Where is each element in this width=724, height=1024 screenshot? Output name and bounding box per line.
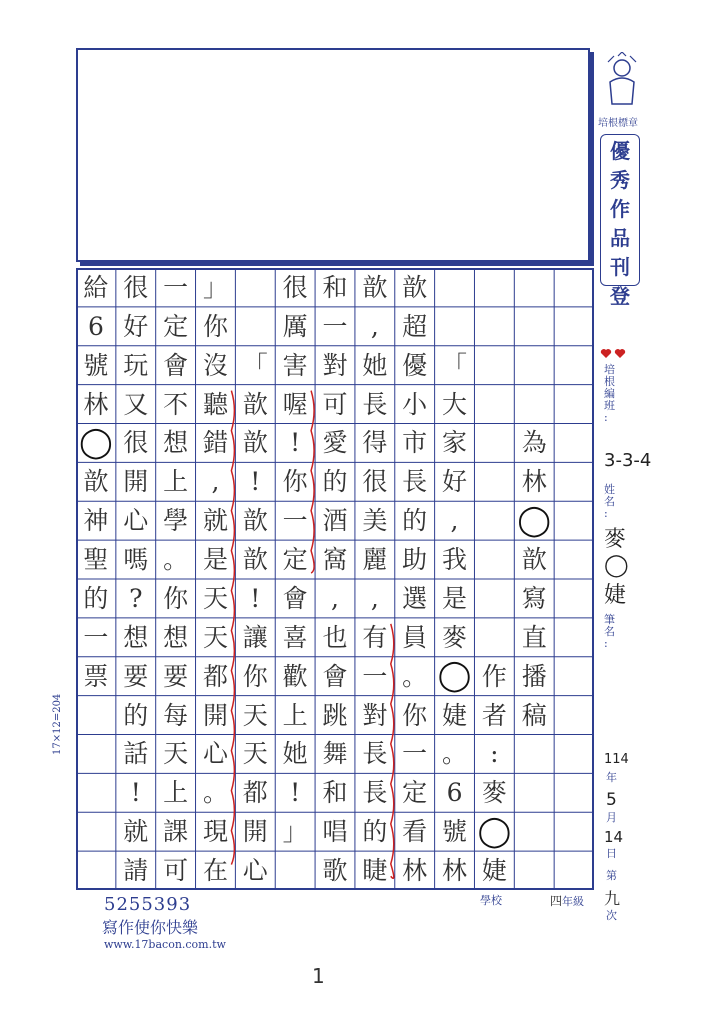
essay-char: 一 xyxy=(362,661,388,691)
essay-char: 就 xyxy=(202,506,228,536)
essay-char: 好 xyxy=(442,467,468,497)
essay-char: 」 xyxy=(282,817,308,847)
essay-char: 課 xyxy=(163,817,189,847)
essay-char: 定 xyxy=(282,545,308,575)
count-value: 九 xyxy=(604,889,621,908)
essay-char: 你 xyxy=(242,661,268,691)
essay-char: 直 xyxy=(521,622,547,652)
essay-char: 大 xyxy=(442,389,468,419)
badge-char: 品 xyxy=(610,226,630,250)
essay-char: 和 xyxy=(322,272,348,302)
essay-char: 定 xyxy=(163,311,189,341)
essay-char: 。 xyxy=(442,739,468,769)
essay-char: 一 xyxy=(322,311,348,341)
label-char: : xyxy=(604,507,608,520)
essay-char: 愛 xyxy=(322,428,348,458)
essay-char: 窩 xyxy=(322,545,348,575)
label-char: : xyxy=(604,637,608,650)
essay-char: 優 xyxy=(402,350,428,380)
essay-char: 員 xyxy=(402,622,428,652)
essay-char: 心 xyxy=(202,739,228,769)
essay-char: 助 xyxy=(402,545,428,575)
essay-char: 為 xyxy=(521,428,547,458)
essay-char: 「 xyxy=(242,350,268,380)
essay-char: ◯ xyxy=(477,813,512,849)
label-char: : xyxy=(604,411,608,424)
count-suffix: 次 xyxy=(606,909,617,922)
essay-char: 票 xyxy=(83,661,109,691)
hearts-icon xyxy=(600,348,630,360)
essay-char: 林 xyxy=(521,467,547,497)
essay-char: 好 xyxy=(123,311,149,341)
essay-char: ! xyxy=(250,467,261,497)
badge-char: 秀 xyxy=(610,168,630,192)
name-label xyxy=(604,484,615,520)
essay-char: 都 xyxy=(242,778,268,808)
essay-char: 的 xyxy=(402,506,428,536)
label-char: 筆 xyxy=(604,613,615,626)
teacher-comment-box xyxy=(76,48,590,262)
essay-char: ! xyxy=(290,778,301,808)
essay-char: 讓 xyxy=(242,622,268,652)
essay-char: : xyxy=(490,739,499,769)
essay-char: 會 xyxy=(163,350,189,380)
essay-char: 歆 xyxy=(242,545,268,575)
essay-char: 長 xyxy=(362,389,388,419)
grade-field xyxy=(550,892,584,909)
year-value: 114 xyxy=(604,752,629,767)
essay-char: 。 xyxy=(163,545,189,575)
essay-char: 」 xyxy=(202,272,228,302)
essay-char: 很 xyxy=(123,272,149,302)
essay-char: 天 xyxy=(202,583,228,613)
essay-char: 很 xyxy=(362,467,388,497)
essay-char: ? xyxy=(129,583,143,613)
essay-char: 6 xyxy=(87,311,104,341)
essay-char: 聖 xyxy=(83,545,109,575)
essay-char: 。 xyxy=(202,778,228,808)
essay-char: 播 xyxy=(521,661,547,691)
essay-char: 是 xyxy=(442,583,468,613)
essay-char: 開 xyxy=(242,817,268,847)
essay-char: 可 xyxy=(163,856,189,886)
logo-label: 培根標章 xyxy=(598,118,638,129)
essay-char: 和 xyxy=(322,778,348,808)
essay-char: 喜 xyxy=(282,622,308,652)
grid-size-note: 17×12=204 xyxy=(52,693,63,755)
essay-char: 一 xyxy=(163,272,189,302)
essay-char: 家 xyxy=(442,428,468,458)
essay-char: 現 xyxy=(202,817,228,847)
phone-number: 5255393 xyxy=(104,894,192,915)
essay-char: 舞 xyxy=(322,739,348,769)
essay-char: 想 xyxy=(163,622,189,652)
essay-char: 請 xyxy=(123,856,149,886)
slogan: 寫作使你快樂 xyxy=(102,918,199,937)
essay-char: 要 xyxy=(123,661,149,691)
essay-char: 號 xyxy=(442,817,468,847)
essay-char: 聽 xyxy=(202,389,228,419)
essay-char: 麥 xyxy=(442,622,468,652)
essay-char: 選 xyxy=(402,583,428,613)
student-info-panel xyxy=(596,48,656,922)
label-char: 班 xyxy=(604,399,615,412)
essay-char: 歌 xyxy=(322,856,348,886)
day-value: 14 xyxy=(604,828,624,846)
essay-char: 天 xyxy=(202,622,228,652)
essay-char: 在 xyxy=(202,856,228,886)
grade-label: 年級 xyxy=(562,895,585,908)
essay-char: 一 xyxy=(282,506,308,536)
essay-char: , xyxy=(331,583,339,613)
bacon-logo-icon xyxy=(604,52,640,112)
essay-char: 唱 xyxy=(322,817,348,847)
essay-char: 都 xyxy=(202,661,228,691)
essay-char: 想 xyxy=(123,622,149,652)
essay-char: ! xyxy=(130,778,141,808)
essay-char: 不 xyxy=(163,389,189,419)
essay-char: 歆 xyxy=(242,389,268,419)
essay-char: 長 xyxy=(362,739,388,769)
essay-char: 心 xyxy=(123,506,149,536)
essay-char: 每 xyxy=(163,700,189,730)
essay-char: 酒 xyxy=(322,506,348,536)
label-char: 婕 xyxy=(604,583,627,608)
essay-char: 上 xyxy=(282,700,308,730)
essay-char: 稿 xyxy=(521,700,547,730)
essay-char: 長 xyxy=(402,467,428,497)
essay-char: 林 xyxy=(83,389,109,419)
essay-char: 寫 xyxy=(521,583,547,613)
pen-name-label xyxy=(604,614,615,650)
essay-char: 學 xyxy=(163,506,189,536)
essay-char: 號 xyxy=(83,350,109,380)
essay-char: 林 xyxy=(442,856,468,886)
essay-char: ! xyxy=(290,428,301,458)
essay-char: 「 xyxy=(442,350,468,380)
essay-char: 小 xyxy=(402,389,428,419)
essay-char: 看 xyxy=(402,817,428,847)
day-label: 日 xyxy=(606,847,617,860)
essay-char: 你 xyxy=(402,700,428,730)
name-value xyxy=(604,522,629,609)
essay-char: 想 xyxy=(163,428,189,458)
month-value: 5 xyxy=(606,790,617,810)
page-number: 1 xyxy=(312,964,325,988)
essay-char: 睫 xyxy=(362,856,388,886)
essay-char: ◯ xyxy=(79,424,113,460)
website-url: www.17bacon.com.tw xyxy=(104,938,226,951)
essay-char: 開 xyxy=(202,700,228,730)
label-char: 根 xyxy=(604,375,615,388)
essay-char: 你 xyxy=(282,467,308,497)
class-value: 3-3-4 xyxy=(604,450,652,471)
month-label: 月 xyxy=(606,811,617,824)
essay-char: 歆 xyxy=(83,467,109,497)
essay-char: 天 xyxy=(242,739,268,769)
publication-badge xyxy=(600,134,640,308)
essay-char: 給 xyxy=(83,272,109,302)
essay-char: 市 xyxy=(402,428,428,458)
essay-char: 是 xyxy=(202,545,228,575)
essay-char: ! xyxy=(250,583,261,613)
essay-char: 的 xyxy=(362,817,388,847)
badge-char: 優 xyxy=(610,139,630,163)
essay-char: 歆 xyxy=(362,272,388,302)
essay-char: 婕 xyxy=(442,700,468,730)
essay-char: 你 xyxy=(163,583,189,613)
label-char: ◯ xyxy=(604,553,629,578)
essay-char: 的 xyxy=(83,583,109,613)
essay-char: 跳 xyxy=(322,700,348,730)
essay-char: 喔 xyxy=(282,389,308,419)
essay-char: 對 xyxy=(322,350,348,380)
essay-char: 很 xyxy=(282,272,308,302)
essay-char: 麗 xyxy=(362,545,388,575)
badge-char: 刊 xyxy=(610,255,630,279)
essay-char: 開 xyxy=(123,467,149,497)
essay-char: 玩 xyxy=(123,350,149,380)
essay-char: 心 xyxy=(242,856,268,886)
class-label xyxy=(604,364,615,424)
essay-char: 歆 xyxy=(521,545,547,575)
essay-char: , xyxy=(450,506,459,536)
essay-char: 的 xyxy=(322,467,348,497)
essay-char: 6 xyxy=(446,778,463,808)
essay-char: 神 xyxy=(83,506,109,536)
essay-char: 歆 xyxy=(242,428,268,458)
label-char: 名 xyxy=(604,625,615,638)
essay-char: 得 xyxy=(362,428,388,458)
essay-char: 有 xyxy=(362,622,388,652)
essay-char: 天 xyxy=(242,700,268,730)
essay-char: 又 xyxy=(123,389,149,419)
essay-char: 她 xyxy=(282,739,308,769)
essay-char: 沒 xyxy=(202,350,228,380)
essay-char: 害 xyxy=(282,350,308,380)
essay-char: 對 xyxy=(362,700,388,730)
essay-grid xyxy=(76,268,594,890)
essay-char: 歆 xyxy=(242,506,268,536)
essay-char: 會 xyxy=(282,583,308,613)
essay-char: , xyxy=(370,311,379,341)
essay-char: ◯ xyxy=(517,502,551,538)
essay-char: 。 xyxy=(402,661,428,691)
essay-char: 林 xyxy=(402,856,428,886)
label-char: 編 xyxy=(604,387,615,400)
school-label: 學校 xyxy=(480,894,502,907)
essay-char: 定 xyxy=(402,778,428,808)
badge-char: 作 xyxy=(610,197,630,221)
essay-char: 就 xyxy=(123,817,149,847)
essay-char: 要 xyxy=(163,661,189,691)
essay-char: 歆 xyxy=(402,272,428,302)
essay-char: 她 xyxy=(362,350,388,380)
essay-char: 很 xyxy=(123,428,149,458)
grade-value: 四 xyxy=(550,894,563,908)
essay-char: 錯 xyxy=(202,428,228,458)
essay-char: 你 xyxy=(202,311,228,341)
essay-char: 也 xyxy=(322,622,348,652)
essay-char: ◯ xyxy=(437,658,472,694)
essay-char: 者 xyxy=(481,700,507,730)
essay-char: 美 xyxy=(362,506,388,536)
essay-char: 嗎 xyxy=(123,545,149,575)
essay-char: 上 xyxy=(163,778,189,808)
essay-char: 超 xyxy=(402,311,428,341)
essay-char: 的 xyxy=(123,700,149,730)
essay-char: , xyxy=(370,583,379,613)
label-char: 麥 xyxy=(604,527,627,552)
essay-char: 厲 xyxy=(282,311,308,341)
essay-char: 可 xyxy=(322,389,348,419)
essay-char: 歡 xyxy=(282,661,308,691)
essay-char: 會 xyxy=(322,661,348,691)
essay-char: 一 xyxy=(402,739,428,769)
label-char: 培 xyxy=(604,363,615,376)
essay-char: 一 xyxy=(83,622,109,652)
count-prefix: 第 xyxy=(606,869,617,882)
label-char: 姓 xyxy=(604,483,615,496)
essay-char: 婕 xyxy=(481,856,507,886)
essay-char: 麥 xyxy=(481,778,507,808)
essay-char: , xyxy=(211,467,220,497)
essay-char: 我 xyxy=(442,545,468,575)
essay-char: 天 xyxy=(163,739,189,769)
label-char: 名 xyxy=(604,495,615,508)
essay-char: 話 xyxy=(123,739,149,769)
essay-char: 長 xyxy=(362,778,388,808)
essay-char: 上 xyxy=(163,467,189,497)
essay-char: 作 xyxy=(481,661,507,691)
year-label: 年 xyxy=(606,771,617,784)
badge-char: 登 xyxy=(610,284,630,308)
